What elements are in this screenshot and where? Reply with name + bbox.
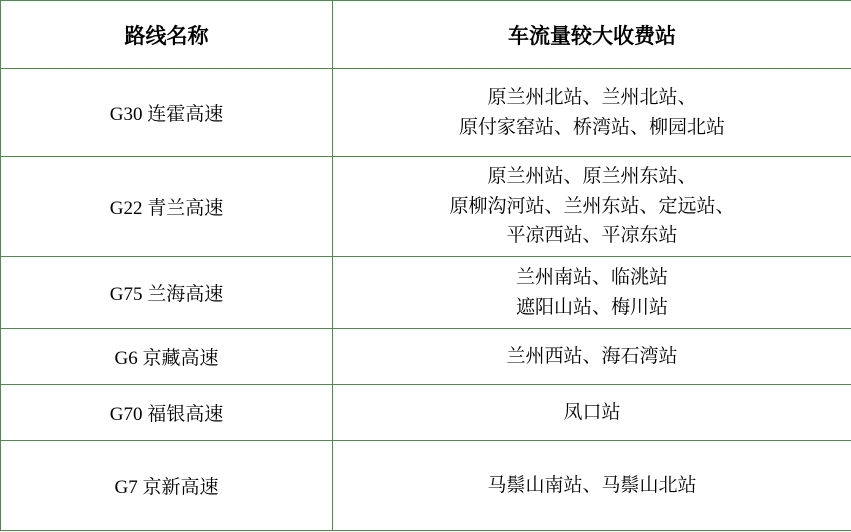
station-list-line: 原付家窑站、桥湾站、柳园北站: [458, 116, 725, 138]
station-list-line: 马鬃山南站、马鬃山北站: [487, 474, 697, 496]
table-header: [1, 1, 851, 69]
station-list-line: 原柳沟河站、兰州东站、定远站、: [449, 195, 735, 217]
station-list: [333, 69, 851, 157]
station-list: [333, 329, 851, 385]
station-list: [333, 157, 851, 257]
route-name: G75 兰海高速: [1, 257, 333, 329]
route-name: G6 京藏高速: [1, 329, 333, 385]
table-row: [1, 157, 851, 257]
table-row: [1, 441, 851, 531]
column-header-route: 路线名称: [1, 1, 333, 69]
table-row: [1, 329, 851, 385]
route-name: G22 青兰高速: [1, 157, 333, 257]
station-list-line: 遮阳山站、梅川站: [515, 296, 668, 318]
route-name: G7 京新高速: [1, 441, 333, 531]
station-list-line: 兰州南站、临洮站: [515, 267, 668, 289]
station-list-line: 兰州西站、海石湾站: [506, 345, 678, 367]
station-list-line: 原兰州站、原兰州东站、: [487, 166, 697, 188]
station-list: [333, 441, 851, 531]
table-body: [1, 69, 851, 531]
table-row: [1, 385, 851, 441]
table-header-row: [1, 1, 851, 69]
station-list-line: 平凉西站、平凉东站: [506, 225, 678, 247]
station-list-line: 凤口站: [563, 401, 621, 423]
station-list: [333, 385, 851, 441]
table-row: [1, 69, 851, 157]
station-list: [333, 257, 851, 329]
station-list-line: 原兰州北站、兰州北站、: [487, 87, 697, 109]
table-row: [1, 257, 851, 329]
route-name: G70 福银高速: [1, 385, 333, 441]
column-header-stations: 车流量较大收费站: [333, 1, 851, 69]
route-name: G30 连霍高速: [1, 69, 333, 157]
